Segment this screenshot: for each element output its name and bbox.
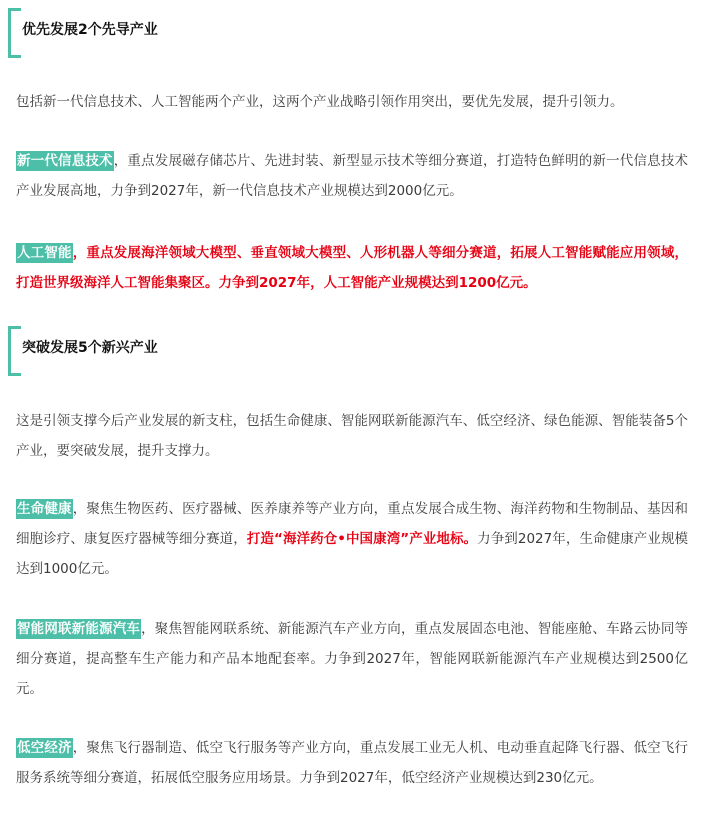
section2-intro-paragraph: 这是引领支撑今后产业发展的新支柱，包括生命健康、智能网联新能源汽车、低空经济、绿色能源、智能装备5个产业，要突破发展，提升支撑力。 (16, 413, 688, 459)
section-heading-emerging-industries (8, 326, 368, 372)
ai-tag: 人工智能 (17, 245, 72, 261)
low-altitude-text: ，聚焦飞行器制造、低空飞行服务等产业方向，重点发展工业无人机、电动垂直起降飞行器、低空飞行服务系统等细分赛道，拓展低空服务应用场景。力争到2027年，低空经济产业规模达到230亿元。 (16, 740, 689, 786)
section-heading-text: 突破发展5个新兴产业 (22, 340, 158, 356)
health-target-text: 力争到2027年，生命健康产业规模达到1000亿元。 (16, 531, 689, 577)
it-paragraph (16, 146, 688, 206)
health-paragraph (16, 494, 688, 584)
heading-bracket-decoration (8, 8, 21, 58)
ev-paragraph (16, 614, 688, 704)
low-altitude-tag: 低空经济 (17, 740, 72, 756)
ev-text: ，聚焦智能网联系统、新能源汽车产业方向，重点发展固态电池、智能座舱、车路云协同等细分赛道，提高整车生产能力和产品本地配套率。力争到2027年，智能网联新能源汽车产业规模达到2500亿元。 (16, 621, 688, 697)
health-landmark-highlight: 打造“海洋药仓•中国康湾”产业地标。 (246, 531, 478, 547)
ev-tag: 智能网联新能源汽车 (17, 621, 141, 637)
health-text: ，聚焦生物医药、医疗器械、医养康养等产业方向，重点发展合成生物、海洋药物和生物制品、基因和细胞诊疗、康复医疗器械等细分赛道， (16, 501, 689, 547)
it-tag: 新一代信息技术 (17, 153, 113, 169)
it-text: ，重点发展磁存储芯片、先进封装、新型显示技术等细分赛道，打造特色鲜明的新一代信息技术产业发展高地，力争到2027年，新一代信息技术产业规模达到2000亿元。 (16, 153, 689, 199)
low-altitude-paragraph (16, 733, 688, 793)
section-heading-text: 优先发展2个先导产业 (22, 22, 158, 38)
ai-text: ，重点发展海洋领域大模型、垂直领域大模型、人形机器人等细分赛道，拓展人工智能赋能应用领域，打造世界级海洋人工智能集聚区。力争到2027年，人工智能产业规模达到1200亿元。 (16, 245, 689, 291)
section-heading-leading-industries (8, 8, 368, 54)
ai-paragraph (16, 238, 688, 298)
health-tag: 生命健康 (17, 501, 72, 517)
section1-intro-paragraph: 包括新一代信息技术、人工智能两个产业，这两个产业战略引领作用突出，要优先发展，提升引领力。 (16, 94, 624, 110)
heading-bracket-decoration (8, 326, 21, 376)
